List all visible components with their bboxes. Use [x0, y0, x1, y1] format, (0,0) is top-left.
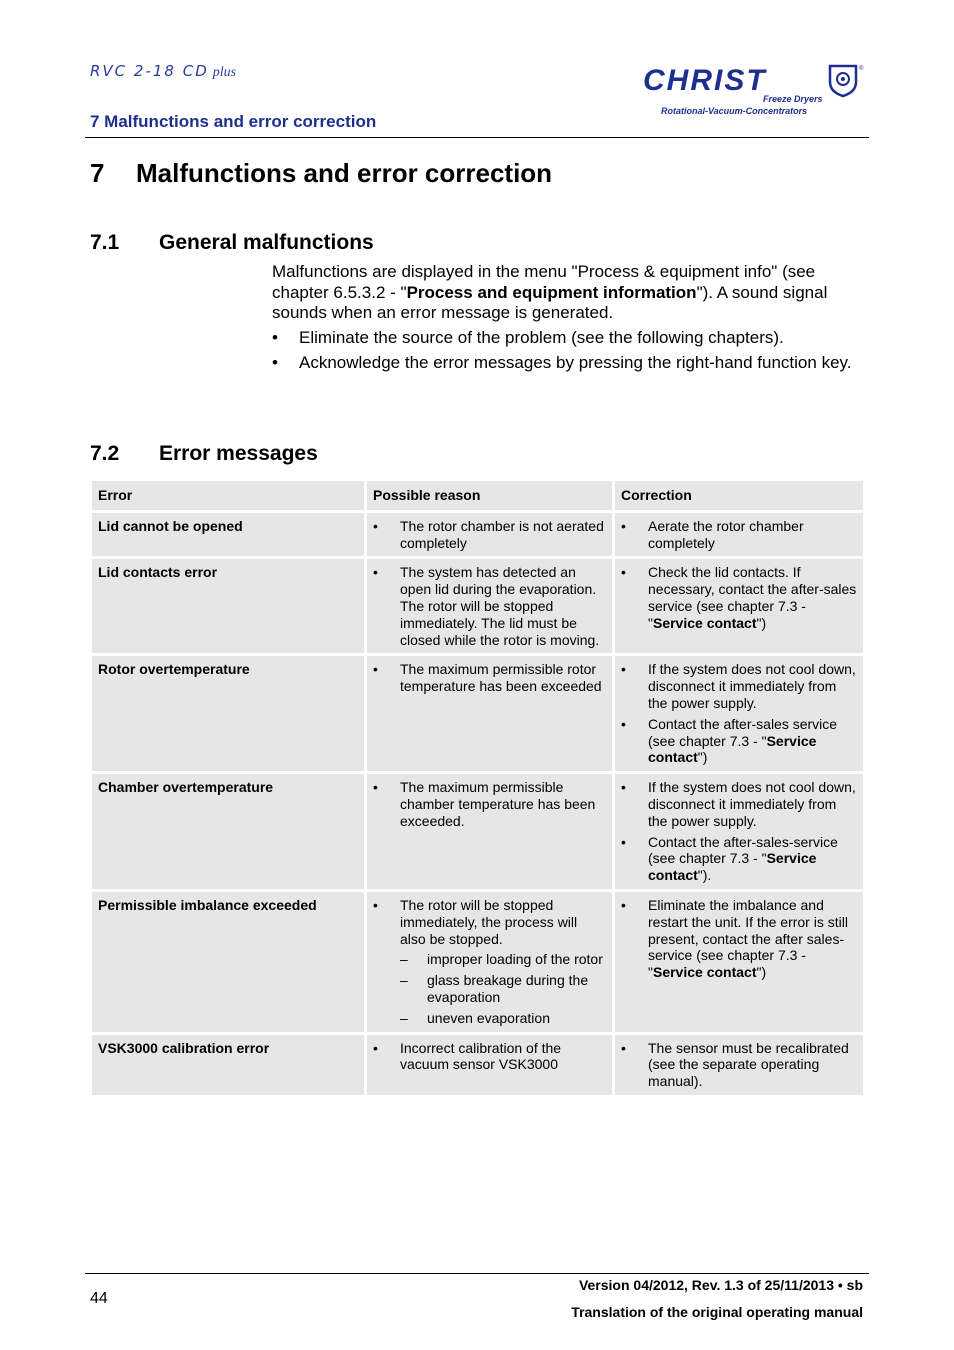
correction-tail: "). — [697, 867, 712, 884]
reason-cell — [367, 774, 612, 889]
correction-bold: Service contact — [648, 850, 817, 884]
footer-divider — [85, 1273, 869, 1274]
error-cell: Chamber overtemperature — [92, 774, 364, 889]
error-messages-table — [89, 478, 866, 1098]
list-item — [373, 661, 606, 695]
table-row — [92, 1035, 863, 1095]
running-title: 7 Malfunctions and error correction — [90, 112, 377, 131]
error-cell: Permissible imbalance exceeded — [92, 892, 364, 1032]
list-item — [272, 353, 862, 374]
bullet-icon: • — [621, 564, 626, 581]
section-title: Error messages — [159, 442, 318, 465]
logo-emblem-icon — [830, 66, 856, 96]
table-row — [92, 656, 863, 771]
correction-text: Contact the after-sales service (see chapter 7.3 - " — [648, 715, 838, 749]
list-item — [621, 834, 857, 884]
table-row — [92, 892, 863, 1032]
header-divider — [85, 137, 869, 138]
bullet-icon: • — [621, 1039, 626, 1056]
reason-text: The rotor will be stopped immediately, the process will also be stopped. — [400, 896, 578, 947]
correction-text: Eliminate the imbalance and restart the unit. If the error is still present, contact the after sales-service (see chapter 7.3 - " — [648, 896, 848, 981]
intro-paragraph — [272, 262, 862, 324]
correction-bold: Service contact — [652, 964, 757, 981]
reason-cell — [367, 559, 612, 653]
correction-cell — [615, 774, 863, 889]
model-suffix: plus — [212, 65, 237, 80]
chapter-number: 7 — [90, 158, 105, 188]
correction-bold: Service contact — [652, 614, 757, 631]
column-header-reason: Possible reason — [367, 481, 612, 510]
table-row — [92, 774, 863, 889]
correction-text: Contact the after-sales-service (see chapter 7.3 - " — [648, 833, 838, 867]
intro-text-a: Malfunctions are displayed in the menu "Process & equipment info" (see chapter 6.5.3.2 - " — [272, 262, 816, 302]
correction-text: Aerate the rotor chamber completely — [648, 517, 804, 551]
christ-logo-mark — [643, 62, 868, 102]
list-item — [373, 897, 606, 1027]
bullet-icon: • — [373, 661, 378, 678]
list-item — [373, 518, 606, 552]
bullet-icon: • — [373, 779, 378, 796]
bullet-icon: • — [621, 715, 626, 732]
list-item — [272, 328, 862, 349]
correction-cell — [615, 513, 863, 557]
error-cell: VSK3000 calibration error — [92, 1035, 364, 1095]
bullet-icon: • — [621, 661, 626, 678]
reason-cell — [367, 892, 612, 1032]
sub-reason-text: improper loading of the rotor — [427, 951, 603, 968]
list-item — [373, 564, 606, 648]
reason-text: Incorrect calibration of the vacuum sensor VSK3000 — [400, 1039, 562, 1073]
reason-text: The rotor chamber is not aerated completely — [400, 517, 604, 551]
correction-text: If the system does not cool down, disconnect it immediately from the power supply. — [648, 661, 856, 711]
section-heading-general-malfunctions — [90, 231, 374, 255]
svg-text:®: ® — [859, 66, 864, 72]
bullet-icon: • — [621, 833, 626, 850]
model-name — [90, 62, 236, 81]
correction-tail: ") — [697, 749, 708, 766]
logo-line2: Rotational-Vacuum-Concentrators — [661, 106, 808, 116]
reason-cell — [367, 656, 612, 771]
list-item — [621, 779, 857, 829]
reason-text: The maximum permissible rotor temperature has been exceeded — [400, 661, 602, 695]
model-text: RVC 2-18 CD — [90, 62, 209, 80]
error-cell: Rotor overtemperature — [92, 656, 364, 771]
section-title: General malfunctions — [159, 231, 374, 254]
christ-logo — [643, 62, 868, 120]
sub-list-item — [400, 972, 606, 1006]
list-item-text: Eliminate the source of the problem (see the following chapters). — [299, 328, 784, 347]
list-item-text: Acknowledge the error messages by pressing the right-hand function key. — [299, 352, 852, 372]
intro-text-bold: Process and equipment information — [406, 282, 697, 302]
sub-reason-text: uneven evaporation — [427, 1009, 550, 1026]
correction-text: The sensor must be recalibrated (see the separate operating manual). — [648, 1039, 849, 1090]
bullet-icon: • — [373, 1039, 378, 1056]
dash-icon: – — [400, 1009, 408, 1026]
bullet-icon: • — [373, 517, 378, 534]
version-info: Version 04/2012, Rev. 1.3 of 25/11/2013 • sb — [578, 1277, 863, 1293]
table-row — [92, 513, 863, 557]
logo-brand-text: CHRIST — [643, 64, 767, 97]
bullet-icon: • — [621, 517, 626, 534]
sub-list-item — [400, 1010, 606, 1027]
section-heading-error-messages — [90, 442, 318, 466]
bullet-icon: • — [621, 779, 626, 796]
sub-reason-text: glass breakage during the evaporation — [427, 972, 589, 1005]
list-item — [621, 1040, 857, 1090]
list-item — [621, 518, 857, 552]
page-number: 44 — [90, 1290, 108, 1307]
reason-cell — [367, 1035, 612, 1095]
bullet-icon: • — [272, 352, 278, 372]
list-item — [621, 564, 857, 631]
column-header-correction: Correction — [615, 481, 863, 510]
error-cell: Lid cannot be opened — [92, 513, 364, 557]
table-header-row — [92, 481, 863, 510]
dash-icon: – — [400, 972, 408, 989]
correction-cell — [615, 1035, 863, 1095]
correction-bold: Service contact — [648, 732, 817, 766]
reason-text: The maximum permissible chamber temperature has been exceeded. — [400, 779, 596, 829]
correction-tail: ") — [756, 614, 767, 631]
bullet-icon: • — [373, 896, 378, 913]
reason-text: The system has detected an open lid during the evaporation. The rotor will be stopped immediately. The lid must be closed while the rotor is moving. — [400, 564, 600, 648]
list-item — [373, 779, 606, 829]
intro-text-b: "). A sound signal sounds when an error message is generated. — [272, 282, 828, 322]
list-item — [621, 897, 857, 981]
logo-line1: Freeze Dryers — [763, 94, 823, 104]
correction-tail: ") — [756, 964, 767, 981]
dash-icon: – — [400, 951, 408, 968]
list-item — [621, 716, 857, 766]
bullet-icon: • — [621, 896, 626, 913]
chapter-heading — [90, 158, 552, 189]
column-header-error: Error — [92, 481, 364, 510]
correction-text: If the system does not cool down, disconnect it immediately from the power supply. — [648, 779, 856, 829]
correction-cell — [615, 559, 863, 653]
correction-cell — [615, 892, 863, 1032]
bullet-icon: • — [373, 564, 378, 581]
translation-note: Translation of the original operating manual — [571, 1304, 863, 1320]
list-item — [373, 1040, 606, 1074]
reason-cell — [367, 513, 612, 557]
chapter-title: Malfunctions and error correction — [136, 158, 553, 188]
table-row — [92, 559, 863, 653]
sub-reason-list — [400, 951, 606, 1026]
correction-text: Check the lid contacts. If necessary, contact the after-sales service (see chapter 7.3 - " — [648, 564, 857, 631]
error-cell: Lid contacts error — [92, 559, 364, 653]
section-number: 7.1 — [90, 231, 120, 254]
instruction-list — [272, 328, 862, 377]
list-item — [621, 661, 857, 711]
bullet-icon: • — [272, 328, 278, 347]
sub-list-item — [400, 951, 606, 968]
correction-cell — [615, 656, 863, 771]
section-number: 7.2 — [90, 442, 120, 465]
